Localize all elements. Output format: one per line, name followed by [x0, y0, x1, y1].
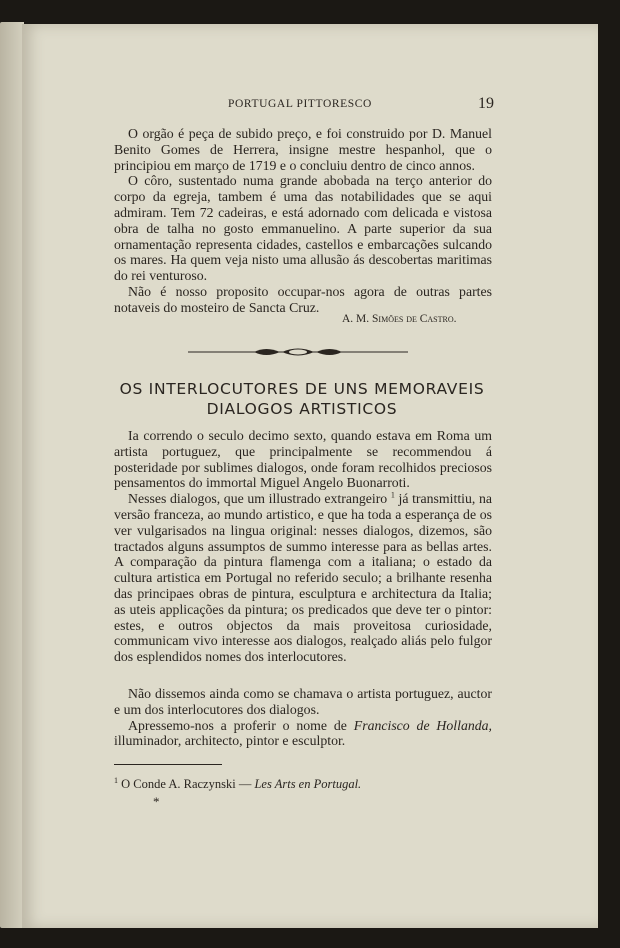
text-block-hollanda [114, 686, 492, 749]
signature-mark: * [153, 794, 160, 809]
signature-initials: A. M. [342, 313, 370, 325]
paragraph-nome-start: Apressemo-nos a proferir o nome de [128, 717, 347, 733]
article-heading-line-2: DIALOGOS ARTISTICOS [206, 400, 398, 418]
text-block-orgao-coro [114, 126, 492, 316]
running-head [22, 95, 598, 118]
footnote-title: Les Arts en Portugal. [254, 777, 362, 791]
artist-name: Francisco de Hollanda, [353, 717, 492, 733]
paragraph-coro: O côro, sustentado numa grande abobada na terço anterior do corpo da egreja, tambem é uma das notabilidades que se aqui admiram. Tem 72 cadeiras, e está adornado com delicada e vistosa obra de talha no gosto emmanuelino. A parte superior da sua ornamentação representa cidades, castellos e embarcações sulcando os mares. Ha quem veja nisto uma allusão ás descobertas maritimas do rei venturoso. [114, 173, 492, 284]
paragraph-dialogos-start: Nesses dialogos, que um illustrado extrangeiro [128, 491, 388, 507]
article-heading-line-1: OS INTERLOCUTORES DE UNS MEMORAVEIS [119, 380, 485, 398]
paragraph-nome [114, 718, 492, 750]
paragraph-dialogos-rest: já transmittiu, na versão franceza, ao mundo artistico, e que ha toda a esperança de os ver vulgarisados na lingua original: nesses dialogos, dizemos, são tractados alguns assumptos de summo interesse para as bellas artes. A comparação da pintura flamenga com a italiana; o estado da cultura artistica em Portugal no referido seculo; a brilhante resenha das principaes obras de pintura, esculptura e architectura da Italia; as uteis applicações da pintura; os predicados que deve ter o pintor: estes, e outros objectos da mais proveitosa curiosidade, communicam vivo interesse aos dialogos, realçado aliás pelo fulgor dos esplendidos nomes dos interlocutores. [114, 491, 492, 665]
running-title: PORTUGAL PITTORESCO [228, 98, 372, 110]
paragraph-seculo: Ia correndo o seculo decimo sexto, quando estava em Roma um artista portuguez, que principalmente se recommendou á posteridade por sublimes dialogos, onde foram recolhidos preciosos pensamentos do immortal Miguel Angelo Buonarroti. [114, 428, 492, 491]
text-block-dialogos [114, 428, 492, 665]
paragraph-nome-rest: illuminador, architecto, pintor e esculptor. [114, 733, 346, 749]
footnote-reference: 1 [390, 490, 395, 500]
previous-page-edge [0, 22, 24, 928]
footnote [114, 777, 361, 792]
book-page [22, 24, 598, 928]
paragraph-proposito: Não é nosso proposito occupar-nos agora de outras partes notaveis do mosteiro de Sancta Cruz. [114, 283, 492, 315]
paragraph-dialogos [114, 491, 492, 665]
ornamental-divider [188, 346, 408, 358]
page-number: 19 [478, 95, 494, 112]
footnote-text: O Conde A. Raczynski — [121, 777, 252, 791]
footnote-rule [114, 764, 222, 765]
paragraph-artista: Não dissemos ainda como se chamava o artista portuguez, auctor e um dos interlocutores dos dialogos. [114, 686, 492, 717]
author-signature [342, 313, 457, 325]
paragraph-orgao: O orgão é peça de subido preço, e foi construido por D. Manuel Benito Gomes de Herrera, insigne mestre hespanhol, que o principiou em março de 1719 e o concluiu dentro de cinco annos. [114, 126, 492, 173]
signature-name: Simões de Castro. [372, 313, 457, 325]
footnote-marker: 1 [114, 775, 118, 785]
